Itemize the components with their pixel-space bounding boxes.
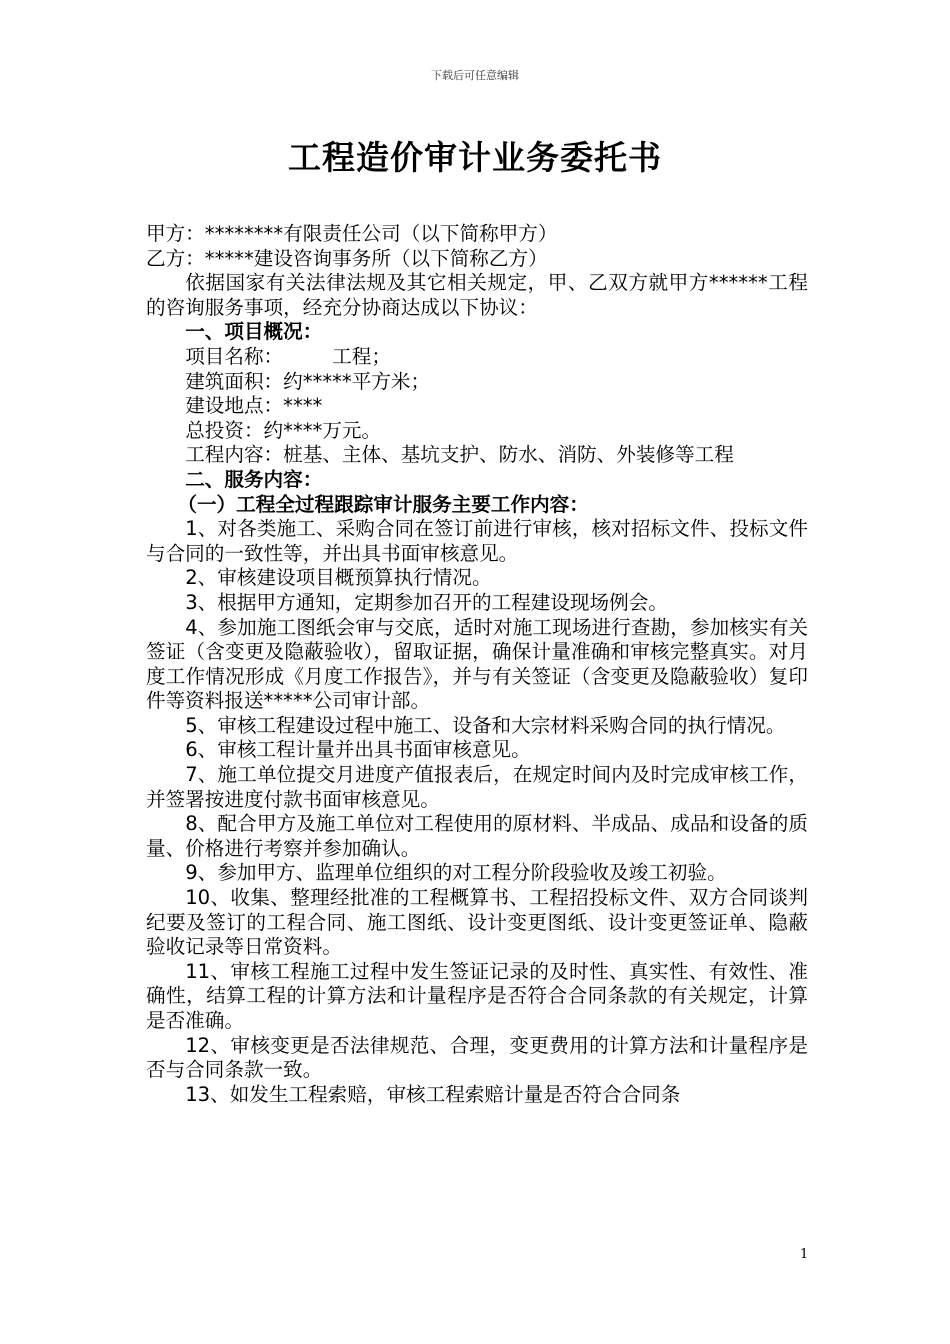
total-investment-line: 总投资：约****万元。	[185, 418, 382, 442]
project-content-line: 工程内容：桩基、主体、基坑支护、防水、消防、外装修等工程	[185, 443, 734, 467]
list-item: 12、审核变更是否法律规范、合理，变更费用的计算方法和计量程序是否与合同条款一致。	[146, 1033, 808, 1082]
project-name-line: 项目名称： 工程；	[185, 344, 391, 368]
list-item: 2、审核建设项目概预算执行情况。	[185, 566, 492, 590]
list-item: 13、如发生工程索赔，审核工程索赔计量是否符合合同条	[185, 1082, 681, 1106]
list-item: 6、审核工程计量并出具书面审核意见。	[185, 738, 531, 762]
header-note: 下载后可任意编辑	[431, 69, 519, 82]
list-item: 11、审核工程施工过程中发生签证记录的及时性、真实性、有效性、准确性，结算工程的计算方法和计量程序是否符合合同条款的有关规定，计算是否准确。	[146, 959, 808, 1032]
agreement-intro: 依据国家有关法律法规及其它相关规定，甲、乙双方就甲方******工程的咨询服务事项，经充分协商达成以下协议：	[146, 271, 808, 319]
list-item: 9、参加甲方、监理单位组织的对工程分阶段验收及竣工初验。	[185, 861, 727, 885]
building-area-line: 建筑面积：约*****平方米；	[185, 369, 431, 393]
construction-site-line: 建设地点：****	[185, 394, 323, 418]
list-item: 8、配合甲方及施工单位对工程使用的原材料、半成品、成品和设备的质量、价格进行考察并参加确认。	[146, 812, 808, 860]
document-title: 工程造价审计业务委托书	[288, 138, 662, 177]
list-item: 4、参加施工图纸会审与交底，适时对施工现场进行查勘，参加核实有关签证（含变更及隐蔽验收），留取证据，确保计量准确和审核完整真实。对月度工作情况形成《月度工作报告》，并与有关签证（含变更及隐蔽验收）复印件等资料报送*****公司审计部。	[146, 615, 808, 713]
list-item: 1、对各类施工、采购合同在签订前进行审核，核对招标文件、投标文件与合同的一致性等，并出具书面审核意见。	[146, 517, 808, 565]
section-heading-project-overview: 一、项目概况：	[185, 320, 323, 344]
subsection-heading-tracking-audit: （一）工程全过程跟踪审计服务主要工作内容：	[177, 492, 589, 516]
page-number: 1	[800, 1247, 809, 1262]
party-a-line: 甲方：********有限责任公司（以下简称甲方）	[146, 222, 558, 245]
list-item: 3、根据甲方通知，定期参加召开的工程建设现场例会。	[185, 590, 668, 614]
section-heading-service-content: 二、服务内容：	[185, 467, 323, 491]
party-b-line: 乙方：*****建设咨询事务所（以下简称乙方）	[146, 246, 548, 270]
list-item: 10、收集、整理经批准的工程概算书、工程招投标文件、双方合同谈判纪要及签订的工程合同、施工图纸、设计变更图纸、设计变更签证单、隐蔽验收记录等日常资料。	[146, 886, 808, 959]
document-body	[146, 222, 808, 1107]
list-item: 7、施工单位提交月进度产值报表后，在规定时间内及时完成审核工作，并签署按进度付款书面审核意见。	[146, 763, 808, 811]
list-item: 5、审核工程建设过程中施工、设备和大宗材料采购合同的执行情况。	[185, 713, 786, 737]
